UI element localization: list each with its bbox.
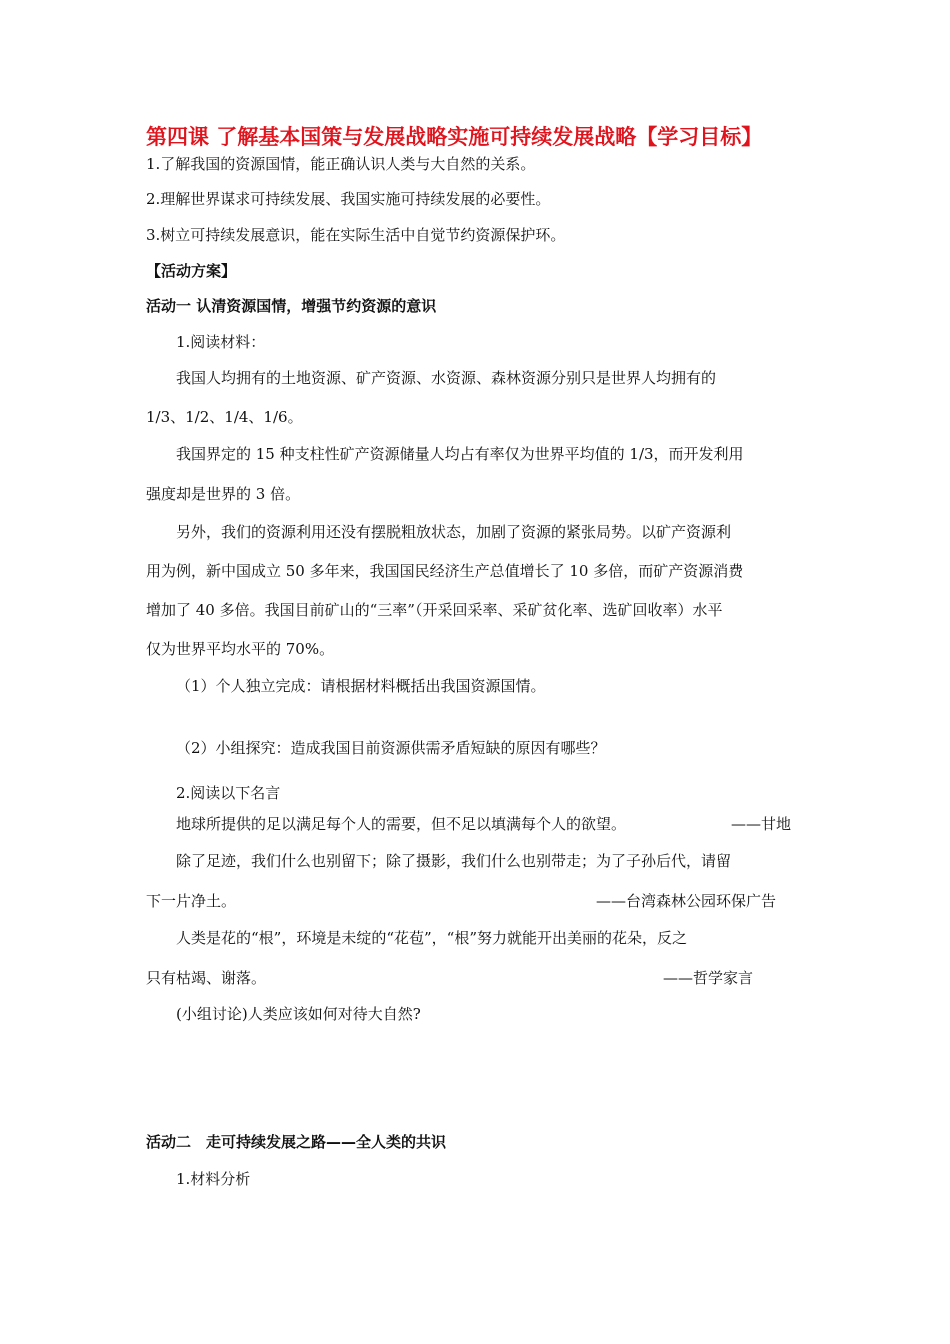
para1-line1: 我国人均拥有的土地资源、矿产资源、水资源、森林资源分别只是世界人均拥有的 xyxy=(176,369,717,387)
group-discussion: (小组讨论)人类应该如何对待大自然? xyxy=(176,1005,421,1023)
quote2-line1: 除了足迹，我们什么也别留下；除了摄影，我们什么也别带走；为了子孙后代，请留 xyxy=(176,852,732,870)
para3-line2: 用为例，新中国成立 50 多年来，我国国民经济生产总值增长了 10 多倍，而矿产资源消费 xyxy=(146,562,744,580)
para1-line2: 1/3、1/2、1/4、1/6。 xyxy=(146,408,303,426)
quote3-source: ——哲学家言 xyxy=(663,969,754,987)
para2-line2: 强度却是世界的 3 倍。 xyxy=(146,485,301,503)
page-title: 第四课 了解基本国策与发展战略实施可持续发展战略【学习目标】 xyxy=(146,125,763,149)
quote1-text: 地球所提供的足以满足每个人的需要，但不足以填满每个人的欲望。 xyxy=(176,815,627,833)
read-material-label: 1.阅读材料： xyxy=(176,333,266,351)
question-2: （2）小组探究：造成我国目前资源供需矛盾短缺的原因有哪些？ xyxy=(176,739,606,757)
quote3-line2: 只有枯竭、谢落。 xyxy=(146,969,267,987)
quote2-line2: 下一片净土。 xyxy=(146,892,237,910)
quote2-source: ——台湾森林公园环保广告 xyxy=(596,892,777,910)
objective-2: 2.理解世界谋求可持续发展、我国实施可持续发展的必要性。 xyxy=(146,190,551,208)
para2-line1: 我国界定的 15 种支柱性矿产资源储量人均占有率仅为世界平均值的 1/3，而开发利用 xyxy=(176,445,744,463)
para3-line1: 另外，我们的资源利用还没有摆脱粗放状态，加剧了资源的紧张局势。以矿产资源利 xyxy=(176,523,732,541)
para3-line4: 仅为世界平均水平的 70%。 xyxy=(146,640,335,658)
objective-1: 1.了解我国的资源国情，能正确认识人类与大自然的关系。 xyxy=(146,155,536,173)
activity-plan-heading: 【活动方案】 xyxy=(146,262,237,280)
activity1-heading: 活动一 认清资源国情，增强节约资源的意识 xyxy=(146,297,437,315)
quote3-line1: 人类是花的“根”，环境是未绽的“花苞”，“根”努力就能开出美丽的花朵，反之 xyxy=(176,929,688,947)
para3-line3: 增加了 40 多倍。我国目前矿山的“三率”（开采回采率、采矿贫化率、选矿回收率）水平 xyxy=(146,601,723,619)
activity2-heading: 活动二 走可持续发展之路——全人类的共识 xyxy=(146,1133,447,1151)
quote1-source: ——甘地 xyxy=(731,815,792,833)
objective-3: 3.树立可持续发展意识，能在实际生活中自觉节约资源保护环。 xyxy=(146,226,566,244)
activity2-item1: 1.材料分析 xyxy=(176,1170,251,1188)
quotes-label: 2.阅读以下名言 xyxy=(176,784,281,802)
question-1: （1）个人独立完成：请根据材料概括出我国资源国情。 xyxy=(176,677,546,695)
